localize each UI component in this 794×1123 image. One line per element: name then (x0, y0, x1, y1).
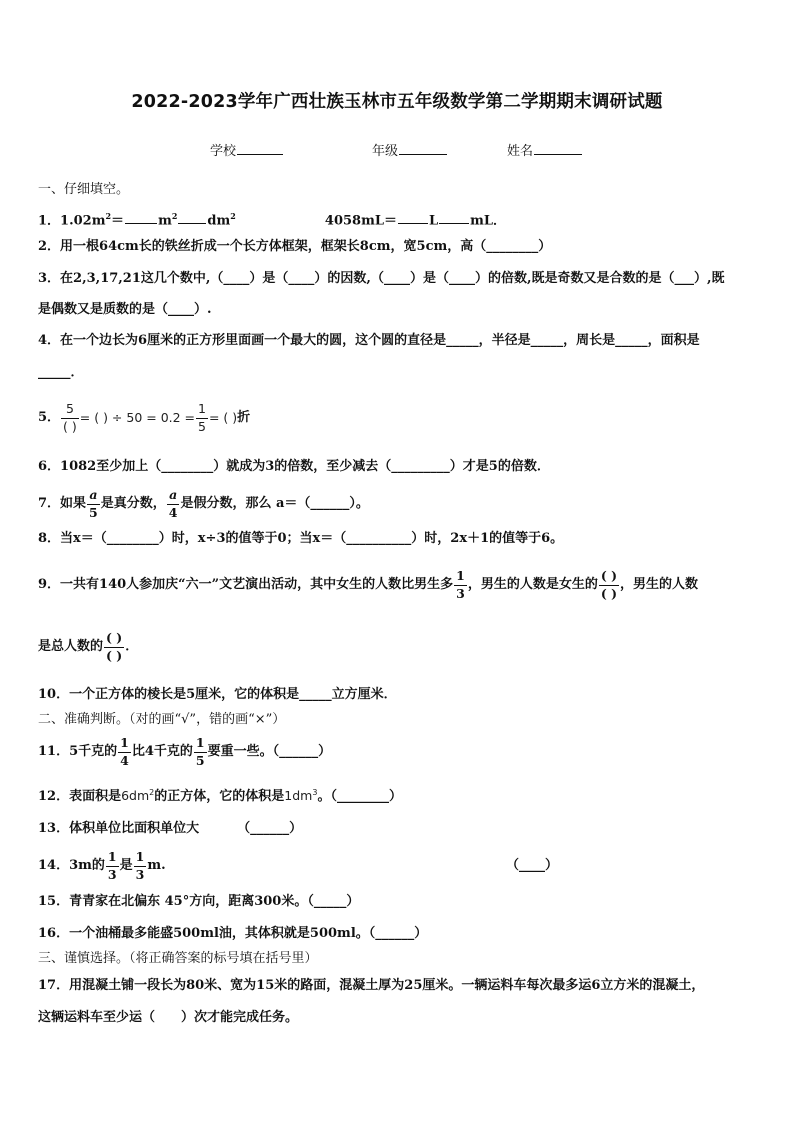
fraction-1-4: $\frac{1}{4}$ (120, 735, 129, 768)
question-5: 5． $\frac{5}{( )}$ = ( ) ÷ 50 = 0.2 = $\frac{1}{5}$ = ( ) 折 (38, 401, 251, 434)
question-17-line-1: 17．用混凝土铺一段长为80米、宽为15米的路面，混凝土厚为25厘米。一辆运料车每次最多运6立方米的混凝土， (38, 978, 705, 993)
section-3-heading: 三、谨慎选择。（将正确答案的标号填在括号里） (38, 951, 318, 966)
question-2: 2．用一根64cm长的铁丝折成一个长方体框架，框架长8cm，宽5cm，高（________） (38, 239, 552, 254)
fraction-1-3: $\frac{1}{3}$ (456, 568, 465, 601)
question-1: 1．$1.02m^2= m^2$ $dm^2$ 4058mL＝ L mL． (38, 211, 507, 229)
question-8: 8．当x＝（________）时，x÷3的值等于0；当x＝（__________）时，2x＋1的值等于6。 (38, 531, 564, 546)
question-12: 12．表面积是$6dm^2$的正方体，它的体积是$1dm^3$。（________） (38, 788, 402, 805)
question-3-line-1: 3．在2,3,17,21这几个数中,（____）是（____）的因数,（____）是（____）的倍数,既是奇数又是合数的是（___）,既 (38, 271, 725, 286)
question-11: 11．5千克的 $\frac{1}{4}$ 比4千克的 $\frac{1}{5}$ 要重一些。（______） (38, 735, 332, 768)
fraction-blank: $\frac{( )}{( )}$ (106, 630, 123, 663)
question-9-line-1: 9．一共有140人参加庆“六一”文艺演出活动，其中女生的人数比男生多 $\frac{1}{3}$ ，男生的人数是女生的 $\frac{( )}{( )}$ ，男生的人数 (38, 568, 699, 601)
grade-field[interactable] (372, 140, 448, 159)
question-4-line-2: _____． (38, 365, 84, 380)
fraction-blank: $\frac{( )}{( )}$ (600, 568, 618, 601)
fraction-a-5: $\frac{a}{5}$ (89, 487, 98, 520)
page-title: 2022-2023学年广西壮族玉林市五年级数学第二学期期末调研试题 (131, 92, 663, 112)
section-1-heading: 一、仔细填空。 (38, 182, 130, 197)
question-17-line-2: 这辆运料车至少运（ ）次才能完成任务。 (38, 1010, 299, 1025)
question-6: 6．1082至少加上（________）就成为3的倍数，至少减去（_________）才是5的倍数． (38, 459, 550, 474)
fraction-5-blank: $\frac{5}{( )}$ (63, 401, 77, 434)
section-2-heading: 二、准确判断。（对的画“√”，错的画“×”） (38, 712, 286, 727)
question-9-line-2: 是总人数的 $\frac{( )}{( )}$ ． (38, 630, 139, 663)
school-field[interactable] (210, 140, 284, 159)
grade-label: 年级 (372, 144, 399, 159)
school-label: 学校 (210, 144, 237, 159)
question-14: 14．3m的 $\frac{1}{3}$ 是 $\frac{1}{3}$ m. （____） (38, 849, 558, 882)
question-7: 7．如果 $\frac{a}{5}$ 是真分数， $\frac{a}{4}$ 是假分数，那么 a＝（______）。 (38, 487, 369, 520)
question-10: 10．一个正方体的棱长是5厘米，它的体积是_____立方厘米． (38, 687, 397, 702)
fraction-1-5: $\frac{1}{5}$ (195, 735, 205, 768)
question-4-line-1: 4．在一个边长为6厘米的正方形里面画一个最大的圆，这个圆的直径是_____，半径是_____，周长是_____，面积是 (38, 333, 700, 348)
question-13: 13．体积单位比面积单位大 （______） (38, 821, 303, 836)
fraction-1-5: $\frac{1}{5}$ (198, 401, 206, 434)
name-label: 姓名 (507, 144, 534, 159)
question-3-line-2: 是偶数又是质数的是（____）. (38, 302, 212, 317)
fraction-1-3: $\frac{1}{3}$ (107, 849, 117, 882)
fraction-1-3: $\frac{1}{3}$ (135, 849, 145, 882)
name-field[interactable] (507, 140, 583, 159)
question-15: 15．青青家在北偏东 45°方向，距离300米。（_____） (38, 894, 360, 909)
question-16: 16．一个油桶最多能盛500ml油，其体积就是500ml。（______） (38, 926, 428, 941)
fraction-a-4: $\frac{a}{4}$ (168, 487, 178, 520)
